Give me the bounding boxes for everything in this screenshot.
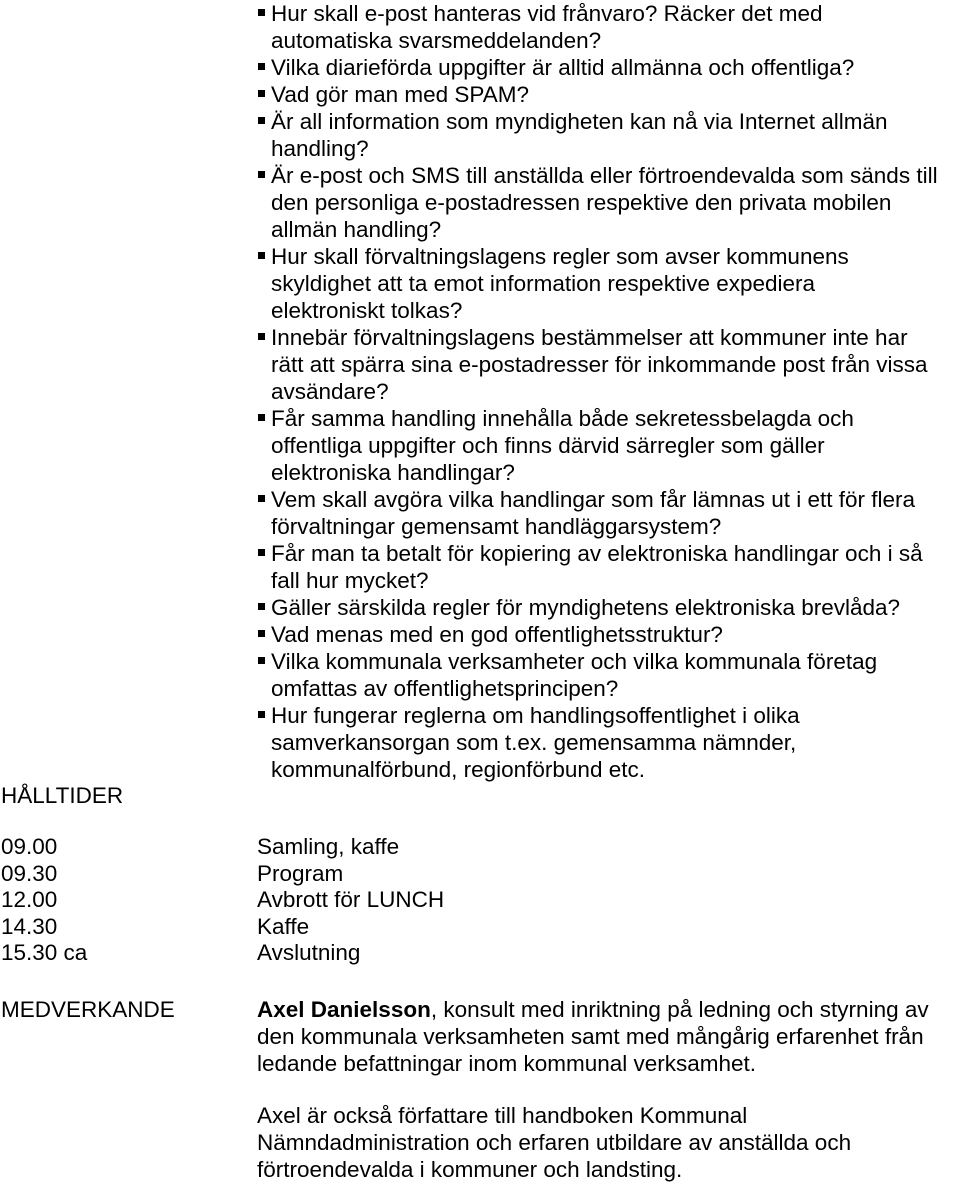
question-line: fall hur mycket? [271,568,429,593]
question-line: elektroniskt tolkas? [271,298,463,323]
question-line: Vad gör man med SPAM? [271,82,530,107]
square-bullet-icon [258,117,265,124]
question-item [0,486,960,540]
paragraph-line: ledande befattningar inom kommunal verksamhet. [257,1051,757,1076]
question-item [0,108,960,162]
question-line: Hur skall förvaltningslagens regler som avser kommunens [271,244,849,269]
square-bullet-icon [258,630,265,637]
participants-heading: MEDVERKANDE [1,997,175,1022]
paragraph-line: Axel är också författare till handboken Kommunal [257,1103,748,1128]
question-line: automatiska svarsmeddelanden? [271,28,602,53]
question-line: Gäller särskilda regler för myndighetens elektroniska brevlåda? [271,595,901,620]
paragraph-line: den kommunala verksamheten samt med mångårig erfarenhet från [257,1024,924,1049]
question-line: Vilka diarieförda uppgifter är alltid allmänna och offentliga? [271,55,855,80]
square-bullet-icon [258,549,265,556]
question-line: Får samma handling innehålla både sekretessbelagda och [271,406,854,431]
schedule-list [0,834,960,967]
question-item [0,54,960,81]
square-bullet-icon [258,252,265,259]
square-bullet-icon [258,90,265,97]
question-item [0,621,960,648]
schedule-time: 15.30 ca [1,940,88,966]
question-line: Vem skall avgöra vilka handlingar som får lämnas ut i ett för flera [271,487,916,512]
question-item [0,81,960,108]
question-line: samverkansorgan som t.ex. gemensamma nämnder, [271,730,797,755]
question-line: förvaltningar gemensamt handläggarsystem? [271,514,722,539]
participant-name: Axel Danielsson [257,997,431,1022]
question-line: Får man ta betalt för kopiering av elektroniska handlingar och i så [271,541,923,566]
square-bullet-icon [258,603,265,610]
schedule-activity: Samling, kaffe [257,834,400,859]
square-bullet-icon [258,333,265,340]
schedule-time: 12.00 [1,887,58,913]
question-line: handling? [271,136,369,161]
schedule-activity: Avbrott för LUNCH [257,887,445,913]
bio-text: , konsult med inriktning på ledning och styrning av [430,997,929,1022]
paragraph-line: Nämndadministration och erfaren utbildare av anställda och [257,1129,852,1155]
question-line: Vad menas med en god offentlighetsstruktur? [271,622,723,647]
question-item [0,702,960,783]
participant-author-paragraph [257,1103,851,1183]
schedule-heading: HÅLLTIDER [1,783,124,808]
question-item [0,0,960,54]
question-line: allmän handling? [271,217,442,242]
schedule-time: 09.30 [1,860,58,886]
schedule-row [0,914,960,941]
square-bullet-icon [258,63,265,70]
question-line: den personliga e-postadressen respektive den privata mobilen [271,190,892,215]
paragraph-line: förtroendevalda i kommuner och landsting. [257,1156,683,1182]
question-item [0,324,960,405]
schedule-activity: Kaffe [257,913,310,939]
square-bullet-icon [258,9,265,16]
question-line: avsändare? [271,379,389,404]
question-item [0,540,960,594]
question-item [0,162,960,243]
square-bullet-icon [258,171,265,178]
question-line: offentliga uppgifter och finns därvid särregler som gäller [271,433,825,458]
question-line: Är all information som myndigheten kan nå via Internet allmän [271,109,888,134]
schedule-activity: Avslutning [257,940,361,966]
question-line: Vilka kommunala verksamheter och vilka kommunala företag [271,649,878,674]
square-bullet-icon [258,711,265,718]
question-line: kommunalförbund, regionförbund etc. [271,757,645,782]
question-line: omfattas av offentlighetsprincipen? [271,676,619,701]
schedule-row [0,940,960,967]
schedule-row [0,887,960,914]
participant-bio-paragraph [257,996,929,1077]
question-item [0,594,960,621]
schedule-activity: Program [257,860,344,886]
question-line: Hur skall e-post hanteras vid frånvaro? Räcker det med [271,1,823,26]
question-item [0,648,960,702]
paragraph-line [257,996,929,1023]
schedule-row [0,834,960,861]
question-line: rätt att spärra sina e-postadresser för inkommande post från vissa [271,352,928,377]
square-bullet-icon [258,414,265,421]
question-item [0,405,960,486]
question-line: Innebär förvaltningslagens bestämmelser att kommuner inte har [271,325,908,350]
schedule-row [0,861,960,888]
question-line: elektroniska handlingar? [271,460,515,485]
schedule-time: 14.30 [1,913,58,939]
square-bullet-icon [258,495,265,502]
schedule-time: 09.00 [1,834,58,859]
question-line: skyldighet att ta emot information respektive expediera [271,271,816,296]
question-item [0,243,960,324]
question-line: Hur fungerar reglerna om handlingsoffentlighet i olika [271,703,800,728]
square-bullet-icon [258,657,265,664]
question-line: Är e-post och SMS till anställda eller förtroendevalda som sänds till [271,163,938,188]
